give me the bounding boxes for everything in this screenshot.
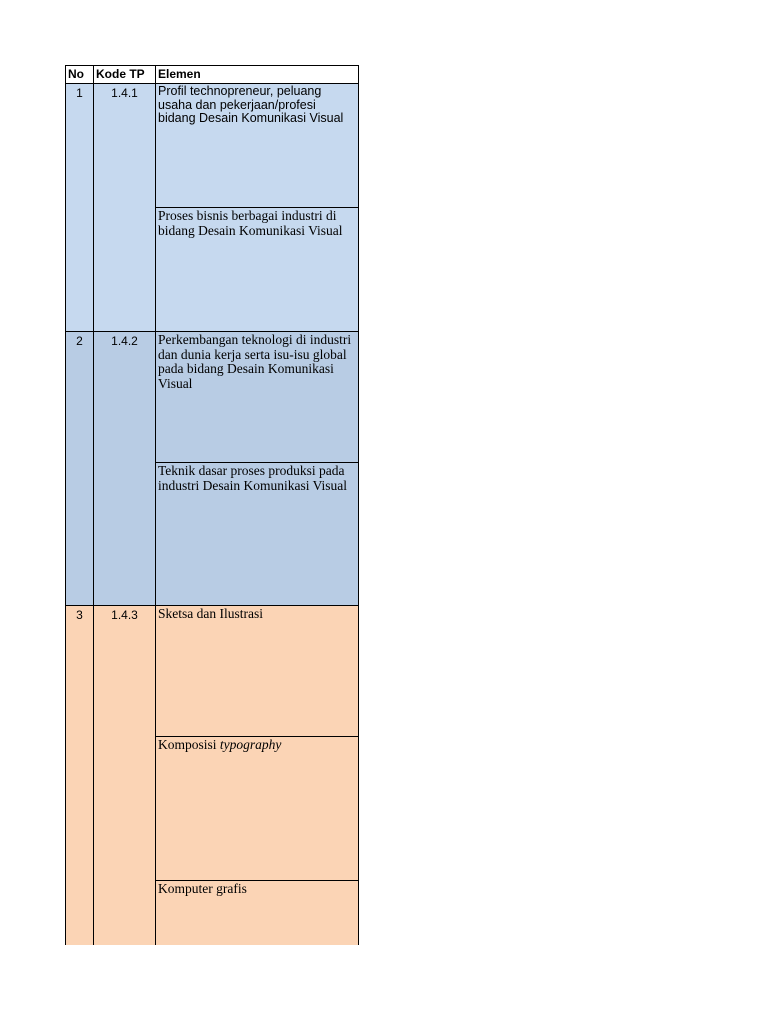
spreadsheet-page — [65, 65, 359, 945]
row-3-elemen-2-italic: typography — [219, 737, 282, 752]
row-3-elemen-2 — [155, 736, 359, 881]
row-2-elemen-2: Teknik dasar proses produksi pada industri Desain Komunikasi Visual — [155, 462, 359, 606]
header-kode-tp: Kode TP — [93, 65, 156, 84]
row-1-elemen-2: Proses bisnis berbagai industri di bidang Desain Komunikasi Visual — [155, 207, 359, 332]
header-no: No — [65, 65, 94, 84]
row-2-kode: 1.4.2 — [93, 331, 156, 606]
row-1-no: 1 — [65, 83, 94, 332]
row-3-elemen-2-prefix: Komposisi — [158, 737, 220, 752]
row-3-elemen-1: Sketsa dan Ilustrasi — [155, 605, 359, 737]
row-1-kode: 1.4.1 — [93, 83, 156, 332]
row-3-no: 3 — [65, 605, 94, 945]
row-3-elemen-3: Komputer grafis — [155, 880, 359, 945]
row-3-kode: 1.4.3 — [93, 605, 156, 945]
elemen-table — [65, 65, 359, 945]
row-2-elemen-1: Perkembangan teknologi di industri dan dunia kerja serta isu-isu global pada bidang Desain Komunikasi Visual — [155, 331, 359, 463]
row-2-no: 2 — [65, 331, 94, 606]
row-1-elemen-1: Profil technopreneur, peluang usaha dan pekerjaan/profesi bidang Desain Komunikasi Visual — [155, 83, 359, 208]
header-elemen: Elemen — [155, 65, 359, 84]
